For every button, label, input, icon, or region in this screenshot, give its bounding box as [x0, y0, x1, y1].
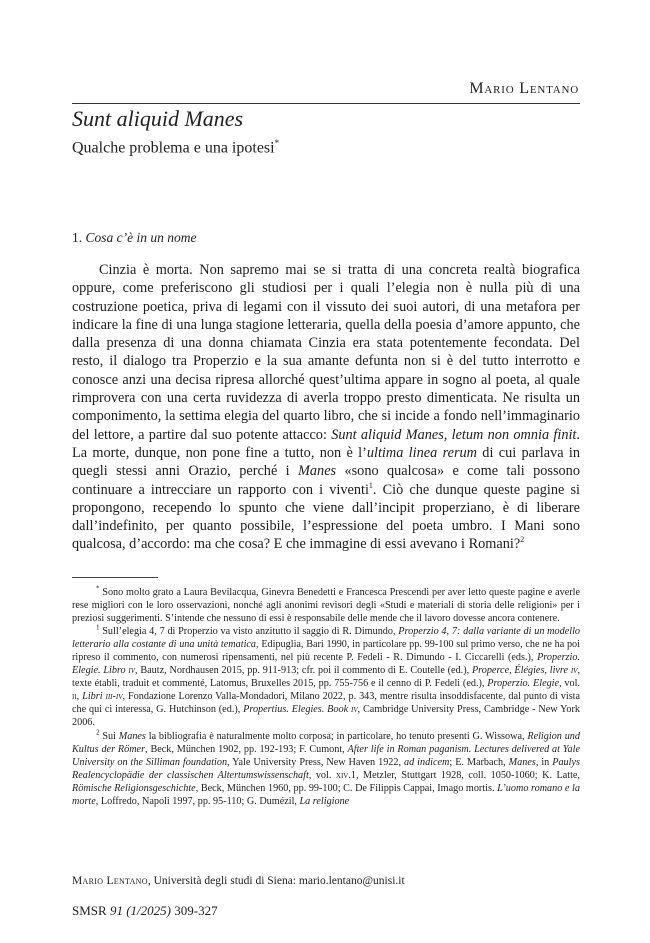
fn1-roman: iv [350, 704, 358, 716]
fn1-roman: iii-iv [105, 691, 123, 703]
fn1-title: Propertius. Elegies. Book [243, 704, 351, 716]
footnotes [72, 586, 580, 808]
subtitle-text: Qualche problema e una ipotesi [72, 139, 275, 157]
fn2-text: Sui [99, 730, 119, 742]
journal-name: SMSR [72, 903, 110, 918]
fn2-text: , vol. [308, 769, 336, 781]
fn2-text: , in [535, 756, 553, 768]
footnote-star [72, 586, 580, 625]
fn2-title: La religione [299, 795, 350, 807]
section-heading [72, 230, 196, 246]
body-text-e: . Ciò che dunque queste pagine si propongono, recependo lo spunto che viene dall’incipit properziano, è di liberare dall’indefinito, per quanto possibile, l’espressione del poeta umbro. I Mani sono qualcosa, d’accordo: ma che cosa? E che immagine di essi avevano i Romani? [72, 481, 580, 553]
fn2-text: , Loffredo, Napoli 1997, pp. 95-110; G. Dumézil, [95, 795, 300, 807]
section-number: 1. [72, 230, 83, 245]
manes-term: Manes [297, 463, 337, 480]
fn2-text: .1, Metzler, Stuttgart 1928, coll. 1050-1060; K. Latte, [348, 769, 580, 781]
fn1-text: , Fondazione Lorenzo Valla-Mondadori, Milano 2022, p. 343, mentre risulta insoddisfacente, dal punto di vista che qui ci interessa, G. Hutchinson (ed.), [72, 691, 581, 716]
fn2-title: ad indicem [404, 756, 450, 768]
fn1-title: Properzio. Elegie. Libro [72, 652, 580, 677]
fn1-text: , Cambridge University Press, Cambridge - New York 2006. [72, 704, 580, 729]
body-text-c: di cui parlava in quegli stessi anni Orazio, perché i [72, 444, 580, 480]
header-rule [72, 103, 580, 104]
footnote-star-text: Sono molto grato a Laura Bevilacqua, Ginevra Benedetti e Francesca Prescendi per aver letto queste pagine e averle rese migliori con le loro osservazioni, nonché agli anonimi revisori degli «Studi e materiali di storia delle religioni» per i preziosi suggerimenti. S’intende che nessuno di essi è responsabile delle mende che il lavoro dovesse ancora contenere. [72, 587, 580, 625]
journal-pages: 309-327 [170, 903, 218, 918]
fn2-text: ; E. Marbach, [449, 756, 509, 768]
footnote-ref-1[interactable]: 1 [368, 480, 373, 490]
body-text-a: Cinzia è morta. Non sapremo mai se si tratta di una concreta realtà biografica oppure, come preferiscono gli studiosi per i quali l’elegia non è nulla più di una costruzione poetica, priva di legami con il vissuto dei suoi autori, di una metafora per indicare la fine di una lunga stagione letteraria, quella della poesia d’amore appunto, che dalla presenza di una donna chiamata Cinzia era stata potentemente fecondata. Del resto, il dialogo tra Properzio e la sua amante defunta non si è del tutto interrotto e conosce anzi una decisa ripresa allorché quest’ultima appare in sogno al poeta, al quale rimprovera con una certa ruvidezza di averla troppo presto dimenticata. Ne risulta un componimento, la settima elegia del quarto libro, che si incide a fondo nell’immaginario del lettore, a partire dal suo potente attacco: [72, 262, 580, 443]
footnote-2 [72, 730, 580, 808]
fn1-roman: iv [570, 665, 578, 677]
fn1-text: Sull’elegia 4, 7 di Properzio va visto anzitutto il saggio di R. Dimundo, [99, 626, 399, 638]
running-author-header: Mario Lentano [469, 80, 579, 97]
footnote-1-mark: 1 [96, 623, 100, 632]
latin-phrase: ultima linea rerum [366, 444, 477, 461]
fn1-text: , texte établi, traduit et commenté, Latomus, Bruxelles 2015, pp. 755-756 e il cenno di P. Fedeli (ed.), [72, 665, 580, 690]
fn2-text: , Yale University Press, New Haven 1922, [227, 756, 404, 768]
fn2-title: Römische Religionsgeschichte [72, 782, 196, 794]
author-affiliation [72, 875, 405, 887]
fn2-title: Religion und Kultus der Römer [72, 730, 580, 755]
fn2-title: Paulys Realencyclopädie der classischen Altertumswissenschaft [72, 756, 580, 781]
fn1-text: , vol. [559, 678, 580, 690]
fn2-title: Manes [508, 756, 536, 768]
fn1-text: , [76, 691, 83, 703]
body-paragraph [72, 261, 580, 554]
footer-author-name: Mario Lentano [72, 875, 148, 887]
fn2-title: L’uomo romano e la morte [72, 782, 580, 807]
fn2-title: After life in Roman paganism. Lectures delivered at Yale University on the Silliman foundation [72, 743, 580, 768]
section-title: Cosa c’è in un nome [85, 230, 197, 245]
subtitle-footnote-mark: * [274, 138, 280, 148]
footnote-rule [72, 577, 158, 578]
fn1-title: Properce, Élégies, livre [471, 665, 571, 677]
body-text-d: «sono qualcosa» e come tali possono continuare a intrecciare un rapporto con i viventi [72, 463, 580, 498]
footnote-ref-2[interactable]: 2 [520, 535, 525, 545]
fn2-text: , Beck, München 1902, pp. 192-193; F. Cumont, [145, 743, 348, 755]
fn2-text: la bibliografia è naturalmente molto corposa; in particolare, ho tenuto presenti G. Wissowa, [145, 730, 528, 742]
fn1-title: Properzio 4, 7: dalla variante di un modello letterario alla costante di una unità tematica [72, 626, 581, 651]
article-title: Sunt aliquid Manes [72, 106, 244, 131]
journal-issue: 91 (1/2025) [109, 903, 171, 918]
article-subtitle [72, 138, 279, 157]
footer-affiliation-text: , Università degli studi di Siena: mario.lentano@unisi.it [147, 875, 405, 887]
journal-reference [72, 903, 218, 919]
footnote-2-mark: 2 [96, 728, 100, 737]
fn2-roman: xiv [335, 769, 349, 781]
fn2-text: , Beck, München 1960, pp. 99-100; C. De Filippis Cappai, Imago mortis. [195, 782, 498, 794]
body-text-b: . La morte, dunque, non pone fine a tutto, non è l’ [72, 426, 580, 461]
fn1-roman: ii [72, 691, 77, 703]
fn2-title: Manes [118, 730, 146, 742]
fn1-text: , Edipuglia, Bari 1990, in particolare pp. 99-100 sul primo verso, che ne ha poi ripreso il commento, con numerosi ripensamenti, nel più recente P. Fedeli - R. Dimundo - I. Ciccarelli (eds.), [72, 639, 580, 664]
footnote-star-mark: * [96, 584, 100, 593]
fn1-title: Properzio. Elegie [487, 678, 560, 690]
footnote-1 [72, 625, 580, 729]
fn1-roman: iv [128, 665, 136, 677]
latin-quote: Sunt aliquid Manes, letum non omnia finit [331, 426, 577, 443]
fn1-text: , Bautz, Nordhausen 2015, pp. 911-913; cfr. poi il commento di E. Coutelle (ed.), [135, 665, 472, 677]
fn1-title: Libri [82, 691, 106, 703]
